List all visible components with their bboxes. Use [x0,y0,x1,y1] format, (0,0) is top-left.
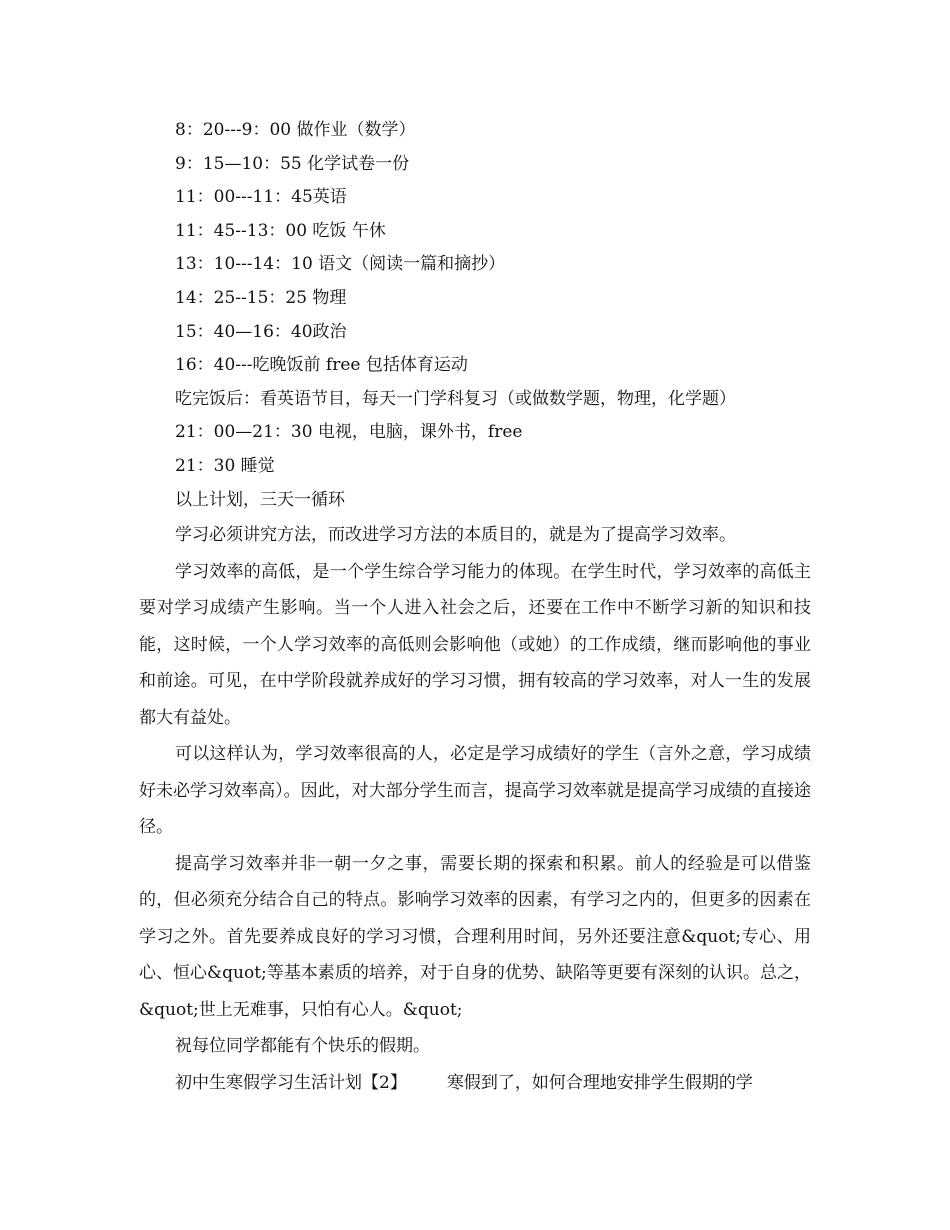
schedule-item: 15：40—16：40政治 [175,321,347,342]
next-section-line [139,1065,811,1102]
paragraph: 可以这样认为，学习效率很高的人，必定是学习成绩好的学生（言外之意，学习成绩好未必学习效率高）。因此，对大部分学生而言，提高学习效率就是提高学习成绩的直接途径。 [139,744,811,838]
schedule-item: 9：15—10：55 化学试卷一份 [175,153,410,174]
section-intro-text: 寒假到了，如何合理地安排学生假期的学 [446,1072,753,1093]
schedule-item: 11：00---11：45英语 [175,187,347,208]
schedule-item: 吃完饭后：看英语节目，每天一门学科复习（或做数学题，物理，化学题） [175,388,736,409]
schedule-item: 以上计划，三天一循环 [175,489,345,510]
document-body [139,114,811,1101]
paragraph: 学习效率的高低，是一个学生综合学习能力的体现。在学生时代，学习效率的高低主要对学习成绩产生影响。当一个人进入社会之后，还要在工作中不断学习新的知识和技能，这时候，一个人学习效率的高低则会影响他（或她）的工作成绩，继而影响他的事业和前途。可见，在中学阶段就养成好的学习习惯，拥有较高的学习效率，对人一生的发展都大有益处。 [139,561,811,728]
schedule-item: 14：25--15：25 物理 [175,287,347,308]
schedule-item: 13：10---14：10 语文（阅读一篇和摘抄） [175,254,506,275]
schedule-item: 11：45--13：00 吃饭 午休 [175,220,386,241]
paragraph: 祝每位同学都能有个快乐的假期。 [175,1036,430,1057]
section-heading: 初中生寒假学习生活计划【2】 [175,1072,407,1093]
daily-schedule [139,114,811,517]
paragraph: 提高学习效率并非一朝一夕之事，需要长期的探索和积累。前人的经验是可以借鉴的，但必须充分结合自己的特点。影响学习效率的因素，有学习之内的，但更多的因素在学习之外。首先要养成良好的学习习惯，合理利用时间，另外还要注意&quot;专心、用心、恒心&quot;等基本素质的培养，对于自身的优势、缺陷等更要有深刻的认识。总之，&quot;世上无难事，只怕有心人。&quot; [139,853,811,1020]
schedule-item: 21：00—21：30 电视，电脑，课外书，free [175,422,523,443]
paragraph: 学习必须讲究方法，而改进学习方法的本质目的，就是为了提高学习效率。 [175,525,736,546]
schedule-item: 21：30 睡觉 [175,455,275,476]
schedule-item: 16：40---吃晚饭前 free 包括体育运动 [175,355,468,376]
schedule-item: 8：20---9：00 做作业（数学） [175,120,416,140]
